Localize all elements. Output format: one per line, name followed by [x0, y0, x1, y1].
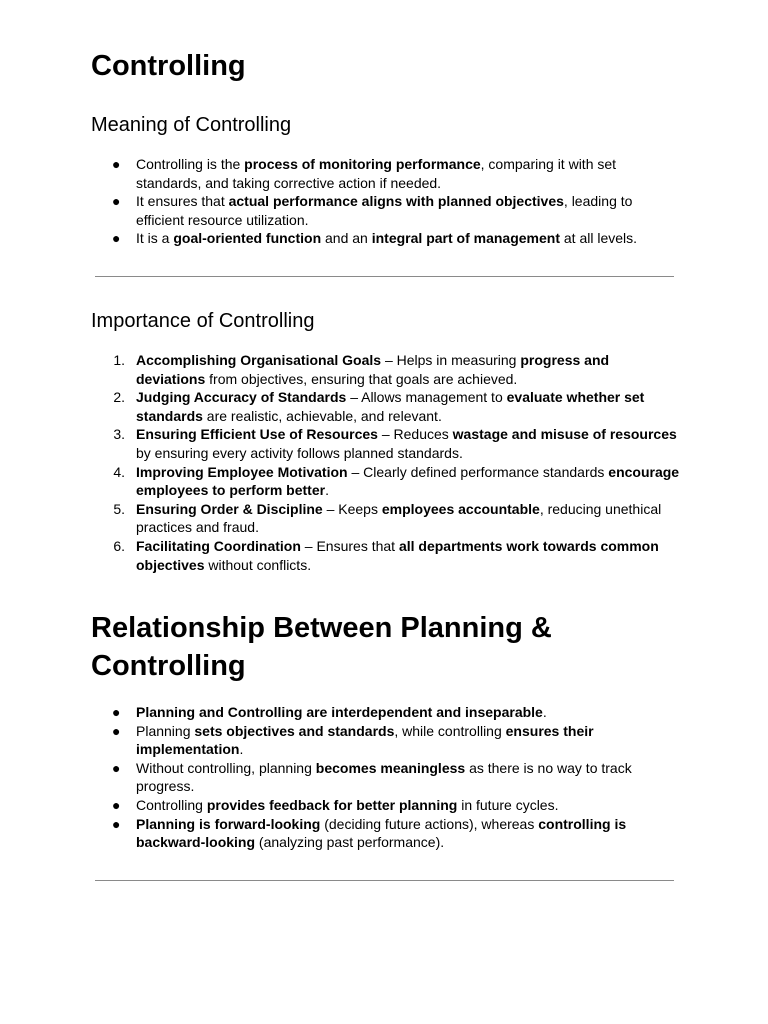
bullet-marker: ●: [112, 722, 121, 739]
emphasis-text: actual performance aligns with planned objectives: [228, 193, 564, 210]
body-text: .: [542, 704, 547, 720]
bullet-marker: ●: [112, 759, 121, 776]
body-text: in future cycles.: [457, 796, 559, 813]
emphasis-text: ensures their implementation: [136, 722, 594, 758]
list-item: [91, 703, 681, 722]
list-item: [91, 722, 681, 759]
body-text: at all levels.: [560, 230, 638, 247]
emphasis-text: becomes meaningless: [315, 759, 466, 776]
emphasis-text: Planning is forward-looking: [136, 815, 321, 832]
emphasis-text: employees accountable: [381, 500, 540, 517]
body-text: , comparing it with set standards, and taking corrective action if needed.: [136, 156, 617, 191]
bullet-marker: ●: [112, 796, 121, 813]
body-text: from objectives, ensuring that goals are achieved.: [205, 370, 518, 387]
list-item: [91, 351, 681, 388]
emphasis-text: Facilitating Coordination: [136, 537, 301, 554]
emphasis-text: encourage employees to perform better: [136, 463, 680, 499]
body-text: (analyzing past performance).: [255, 834, 445, 851]
importance-heading: Importance of Controlling: [91, 310, 315, 332]
body-text: – Ensures that: [300, 537, 399, 554]
body-text: and an: [321, 230, 372, 247]
bullet-marker: ●: [112, 156, 121, 172]
relationship-list: [91, 703, 681, 852]
relationship-title: Relationship Between Planning & Controlling: [91, 612, 552, 682]
importance-list: [91, 351, 681, 574]
emphasis-text: goal-oriented function: [173, 230, 322, 247]
body-text: , reducing unethical practices and fraud.: [136, 500, 662, 536]
body-text: – Clearly defined performance standards: [347, 463, 609, 480]
divider-1: [95, 276, 674, 277]
meaning-list: [91, 155, 681, 248]
list-item: [91, 425, 681, 462]
emphasis-text: Ensuring Efficient Use of Resources: [136, 426, 378, 443]
body-text: are realistic, achievable, and relevant.: [202, 407, 442, 424]
body-text: – Keeps: [322, 500, 382, 517]
body-text: as there is no way to track progress.: [136, 759, 632, 795]
body-text: (deciding future actions), whereas: [320, 815, 539, 832]
emphasis-text: Improving Employee Motivation: [136, 463, 348, 480]
list-item: [91, 463, 681, 500]
list-item: [91, 537, 681, 574]
list-number: 6.: [113, 537, 125, 554]
list-number: 3.: [113, 426, 125, 443]
emphasis-text: provides feedback for better planning: [206, 796, 458, 813]
body-text: .: [239, 741, 244, 758]
page-title: Controlling: [91, 50, 246, 82]
emphasis-text: process of monitoring performance: [244, 156, 481, 172]
list-item: [91, 815, 681, 852]
body-text: .: [325, 482, 329, 499]
list-item: [91, 500, 681, 537]
list-number: 4.: [113, 463, 125, 480]
body-text: Controlling is the: [136, 156, 245, 172]
bullet-marker: ●: [112, 815, 121, 832]
list-item: [91, 192, 681, 229]
body-text: , leading to efficient resource utilization.: [136, 193, 633, 228]
body-text: – Helps in measuring: [381, 352, 521, 368]
bullet-marker: ●: [112, 193, 121, 210]
list-item: [91, 796, 681, 815]
emphasis-text: wastage and misuse of resources: [452, 426, 677, 443]
list-number: 1.: [113, 352, 125, 368]
emphasis-text: Ensuring Order & Discipline: [136, 500, 323, 517]
meaning-heading: Meaning of Controlling: [91, 114, 292, 136]
body-text: by ensuring every activity follows planned standards.: [136, 444, 463, 461]
emphasis-text: all departments work towards common objectives: [136, 537, 659, 573]
list-number: 2.: [113, 389, 125, 406]
emphasis-text: Judging Accuracy of Standards: [136, 389, 347, 406]
bullet-marker: ●: [112, 704, 121, 720]
list-item: [91, 229, 681, 248]
bullet-marker: ●: [112, 230, 121, 247]
body-text: Planning: [136, 722, 195, 739]
list-item: [91, 388, 681, 425]
emphasis-text: evaluate whether set standards: [136, 389, 645, 424]
body-text: Without controlling, planning: [136, 759, 316, 776]
list-number: 5.: [113, 500, 125, 517]
body-text: Controlling: [136, 796, 207, 813]
emphasis-text: Accomplishing Organisational Goals: [136, 352, 382, 368]
emphasis-text: Planning and Controlling are interdependent and inseparable: [136, 704, 543, 720]
emphasis-text: controlling is backward-looking: [136, 815, 627, 851]
body-text: – Reduces: [377, 426, 453, 443]
emphasis-text: progress and deviations: [136, 352, 610, 387]
body-text: It is a: [136, 230, 174, 247]
list-item: [91, 155, 681, 192]
emphasis-text: integral part of management: [371, 230, 560, 247]
emphasis-text: sets objectives and standards: [194, 722, 395, 739]
list-item: [91, 759, 681, 796]
body-text: – Allows management to: [346, 389, 507, 406]
body-text: It ensures that: [136, 193, 229, 210]
body-text: without conflicts.: [204, 556, 312, 573]
divider-2: [95, 880, 674, 881]
body-text: , while controlling: [394, 722, 506, 739]
